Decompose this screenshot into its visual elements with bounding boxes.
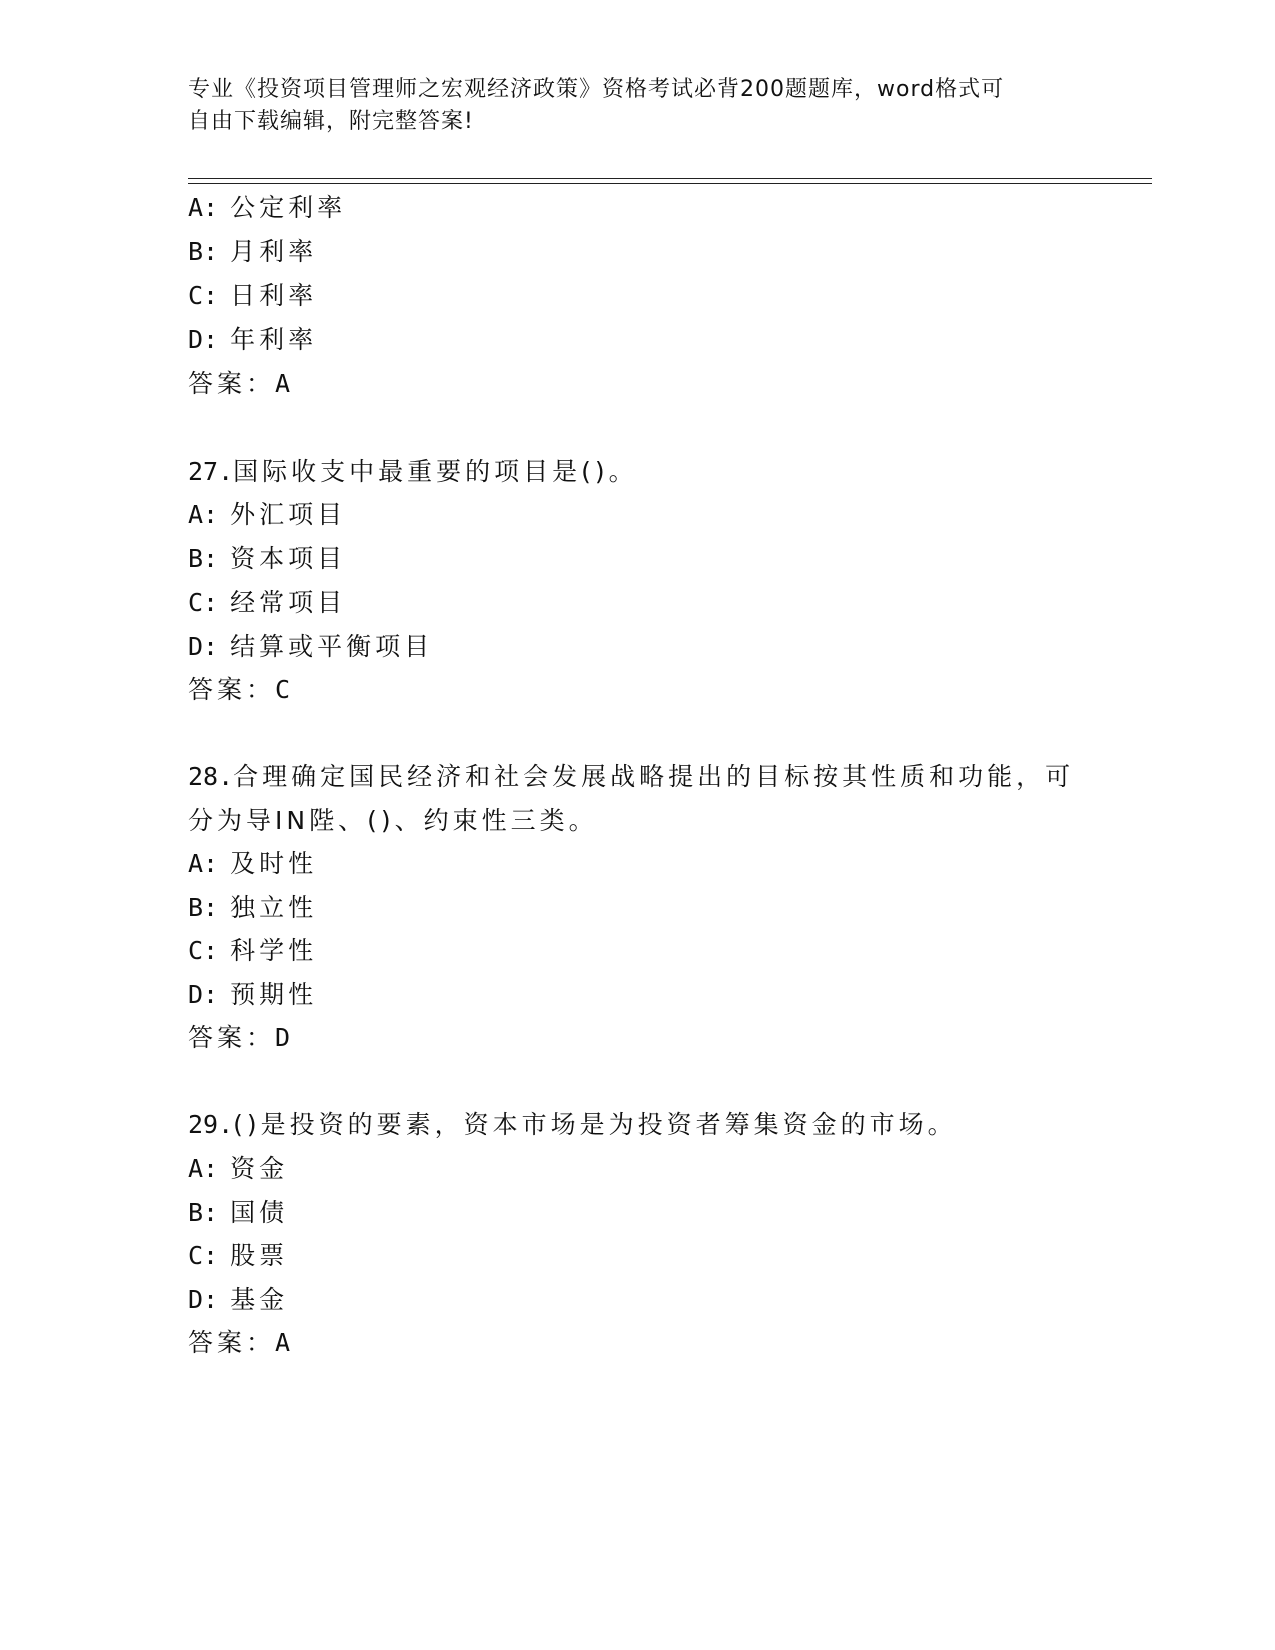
q29-stem — [188, 1108, 957, 1142]
q27-option-d — [188, 630, 433, 664]
option-letter: B: — [188, 893, 219, 922]
question-number: 27. — [188, 457, 234, 486]
header-line-1: 专业《投资项目管理师之宏观经济政策》资格考试必背200题题库，word格式可 — [188, 77, 1005, 102]
header-rule-top — [188, 178, 1152, 179]
option-text: 结算或平衡项目 — [230, 632, 434, 661]
option-text: 股票 — [230, 1241, 289, 1270]
q27-answer — [188, 673, 290, 707]
q26-option-a — [188, 191, 346, 225]
answer-value: D — [275, 1023, 291, 1052]
option-letter: B: — [188, 237, 219, 266]
option-letter: D: — [188, 980, 219, 1009]
q27-stem — [188, 455, 638, 489]
q27-option-c — [188, 586, 346, 620]
answer-value: C — [275, 675, 291, 704]
q29-answer — [188, 1326, 290, 1360]
option-letter: B: — [188, 544, 219, 573]
option-text: 经常项目 — [230, 588, 347, 617]
question-text: 合理确定国民经济和社会发展战略提出的目标按其性质和功能，可 — [233, 762, 1075, 791]
q29-option-c — [188, 1239, 288, 1273]
q26-option-d — [188, 323, 317, 357]
option-letter: A: — [188, 500, 219, 529]
option-text: 公定利率 — [230, 193, 347, 222]
option-letter: A: — [188, 849, 219, 878]
question-text: 国际收支中最重要的项目是()。 — [233, 457, 638, 486]
q27-option-b — [188, 542, 346, 576]
option-text: 独立性 — [230, 893, 318, 922]
q28-option-a — [188, 847, 317, 881]
option-text: 资本项目 — [230, 544, 347, 573]
q28-answer — [188, 1021, 290, 1055]
q28-stem-line-1 — [188, 760, 1074, 794]
header-rule-bottom — [188, 183, 1152, 184]
answer-label: 答案： — [188, 369, 276, 398]
q29-option-a — [188, 1152, 288, 1186]
answer-label: 答案： — [188, 675, 276, 704]
option-text: 基金 — [230, 1285, 289, 1314]
option-letter: D: — [188, 325, 219, 354]
question-text-continued: 分为导IN陛、()、约束性三类。 — [188, 806, 598, 835]
header-line-2: 自由下载编辑，附完整答案! — [188, 109, 474, 134]
q28-stem-line-2 — [188, 804, 598, 838]
option-letter: C: — [188, 936, 219, 965]
option-text: 外汇项目 — [230, 500, 347, 529]
option-letter: A: — [188, 1154, 219, 1183]
option-text: 日利率 — [230, 281, 318, 310]
option-letter: D: — [188, 1285, 219, 1314]
q28-option-c — [188, 934, 317, 968]
option-letter: C: — [188, 281, 219, 310]
option-letter: D: — [188, 632, 219, 661]
answer-label: 答案： — [188, 1023, 276, 1052]
question-number: 29. — [188, 1110, 234, 1139]
option-text: 资金 — [230, 1154, 289, 1183]
option-text: 科学性 — [230, 936, 318, 965]
q26-answer — [188, 367, 290, 401]
question-number: 28. — [188, 762, 234, 791]
question-text: ()是投资的要素，资本市场是为投资者筹集资金的市场。 — [233, 1110, 957, 1139]
option-text: 预期性 — [230, 980, 318, 1009]
option-text: 月利率 — [230, 237, 318, 266]
q28-option-b — [188, 891, 317, 925]
q27-option-a — [188, 498, 346, 532]
option-text: 及时性 — [230, 849, 318, 878]
option-letter: C: — [188, 588, 219, 617]
answer-value: A — [275, 369, 291, 398]
q29-option-d — [188, 1283, 288, 1317]
option-letter: A: — [188, 193, 219, 222]
q28-option-d — [188, 978, 317, 1012]
q26-option-c — [188, 279, 317, 313]
q29-option-b — [188, 1196, 288, 1230]
option-text: 年利率 — [230, 325, 318, 354]
option-text: 国债 — [230, 1198, 289, 1227]
answer-value: A — [275, 1328, 291, 1357]
option-letter: B: — [188, 1198, 219, 1227]
q26-option-b — [188, 235, 317, 269]
answer-label: 答案： — [188, 1328, 276, 1357]
document-header — [188, 74, 1068, 138]
option-letter: C: — [188, 1241, 219, 1270]
